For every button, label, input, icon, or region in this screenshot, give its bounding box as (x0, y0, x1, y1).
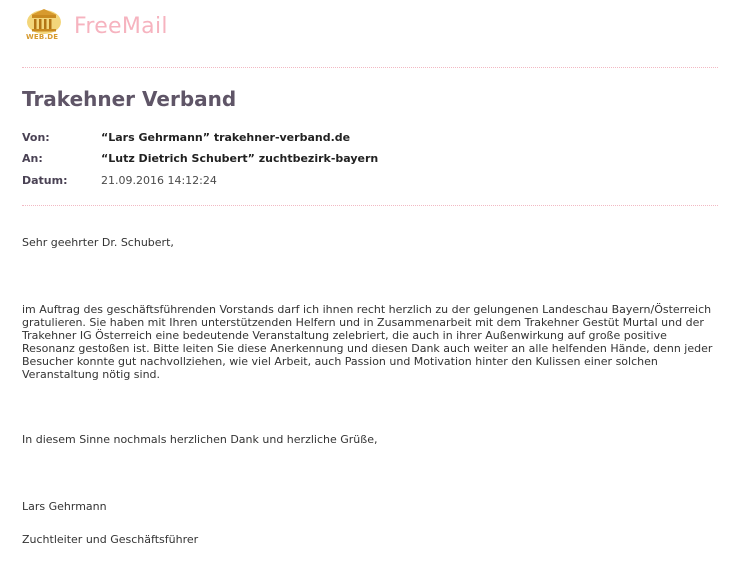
paragraph-line: Besucher konnte gut nachvollziehen, wie viel Arbeit, auch Passion und Motivation hinter den Kulissen einer solchen (22, 355, 658, 368)
paragraph-line: gratulieren. Sie haben mit Ihren unterstützenden Helfern und in Zusammenarbeit mit dem Trakehner Gestüt Murtal und der (22, 316, 704, 329)
message-paragraph (22, 303, 732, 381)
divider-header-body (22, 205, 718, 206)
divider-top (22, 67, 718, 68)
paragraph-line: Veranstaltung nötig sind. (22, 368, 161, 381)
brand-header (24, 6, 168, 46)
to-value: “Lutz Dietrich Schubert” zuchtbezirk-bayern (101, 152, 379, 165)
web-de-logo[interactable] (24, 6, 64, 44)
paragraph-line: Resonanz gestoßen ist. Bitte leiten Sie diese Anerkennung und diesen Dank auch weiter an alle helfenden Hände, denn jeder (22, 342, 713, 355)
app-name: FreeMail (74, 14, 168, 39)
to-label: An: (22, 152, 43, 165)
paragraph-line: im Auftrag des geschäftsführenden Vorstands darf ich ihnen recht herzlich zu der gelungenen Landeschau Bayern/Österreich (22, 303, 712, 316)
date-label: Datum: (22, 174, 68, 187)
closing-line: In diesem Sinne nochmals herzlichen Dank und herzliche Grüße, (22, 433, 378, 446)
signer-title: Zuchtleiter und Geschäftsführer (22, 533, 199, 546)
email-subject: Trakehner Verband (22, 87, 237, 111)
signer-name: Lars Gehrmann (22, 500, 107, 513)
building-icon (24, 6, 64, 36)
paragraph-line: Trakehner IG Österreich eine bedeutende Veranstaltung zelebriert, die auch in ihrer Außenwirkung auf große positive (22, 329, 667, 342)
from-label: Von: (22, 131, 50, 144)
logo-caption: WEB.DE (26, 33, 59, 41)
from-value: “Lars Gehrmann” trakehner-verband.de (101, 131, 351, 144)
date-value: 21.09.2016 14:12:24 (101, 174, 217, 187)
salutation: Sehr geehrter Dr. Schubert, (22, 236, 174, 249)
